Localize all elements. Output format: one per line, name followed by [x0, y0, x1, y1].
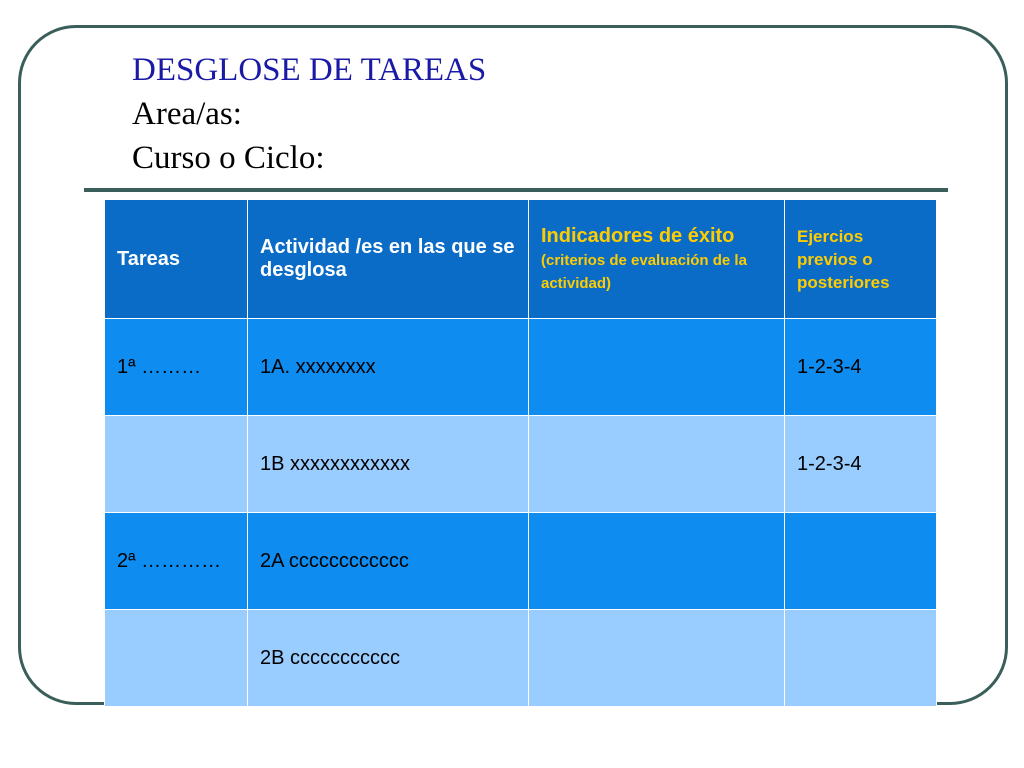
cell-ejercicios: 1-2-3-4	[785, 319, 937, 416]
header-indicadores-main: Indicadores de éxito	[541, 224, 735, 247]
header-indicadores	[529, 200, 785, 319]
area-label: Area/as:	[132, 96, 242, 132]
cell-ejercicios	[785, 513, 937, 610]
header-ejercicios: Ejercios previos o posteriores	[785, 200, 937, 319]
header-tareas: Tareas	[105, 200, 248, 319]
cell-indicadores	[529, 610, 785, 707]
page-title: DESGLOSE DE TAREAS	[132, 52, 487, 88]
table-header-row	[105, 200, 937, 319]
tasks-table	[104, 199, 937, 707]
header-actividad: Actividad /es en las que se desglosa	[248, 200, 529, 319]
cell-actividad: 2B ccccccccccc	[248, 610, 529, 707]
title-block	[132, 48, 486, 180]
table-row	[105, 319, 937, 416]
cell-actividad: 1A. xxxxxxxx	[248, 319, 529, 416]
cell-indicadores	[529, 416, 785, 513]
cell-ejercicios	[785, 610, 937, 707]
title-divider	[84, 188, 948, 192]
cell-tarea	[105, 416, 248, 513]
cell-indicadores	[529, 319, 785, 416]
cell-tarea	[105, 610, 248, 707]
table-row	[105, 416, 937, 513]
cell-actividad: 2A cccccccccccc	[248, 513, 529, 610]
header-indicadores-sub: (criterios de evaluación de la actividad)	[541, 251, 747, 292]
cell-ejercicios: 1-2-3-4	[785, 416, 937, 513]
cell-tarea: 1ª ………	[105, 319, 248, 416]
table-row	[105, 513, 937, 610]
table-row	[105, 610, 937, 707]
cell-actividad: 1B xxxxxxxxxxxx	[248, 416, 529, 513]
curso-label: Curso o Ciclo:	[132, 140, 325, 176]
cell-indicadores	[529, 513, 785, 610]
cell-tarea: 2ª …………	[105, 513, 248, 610]
